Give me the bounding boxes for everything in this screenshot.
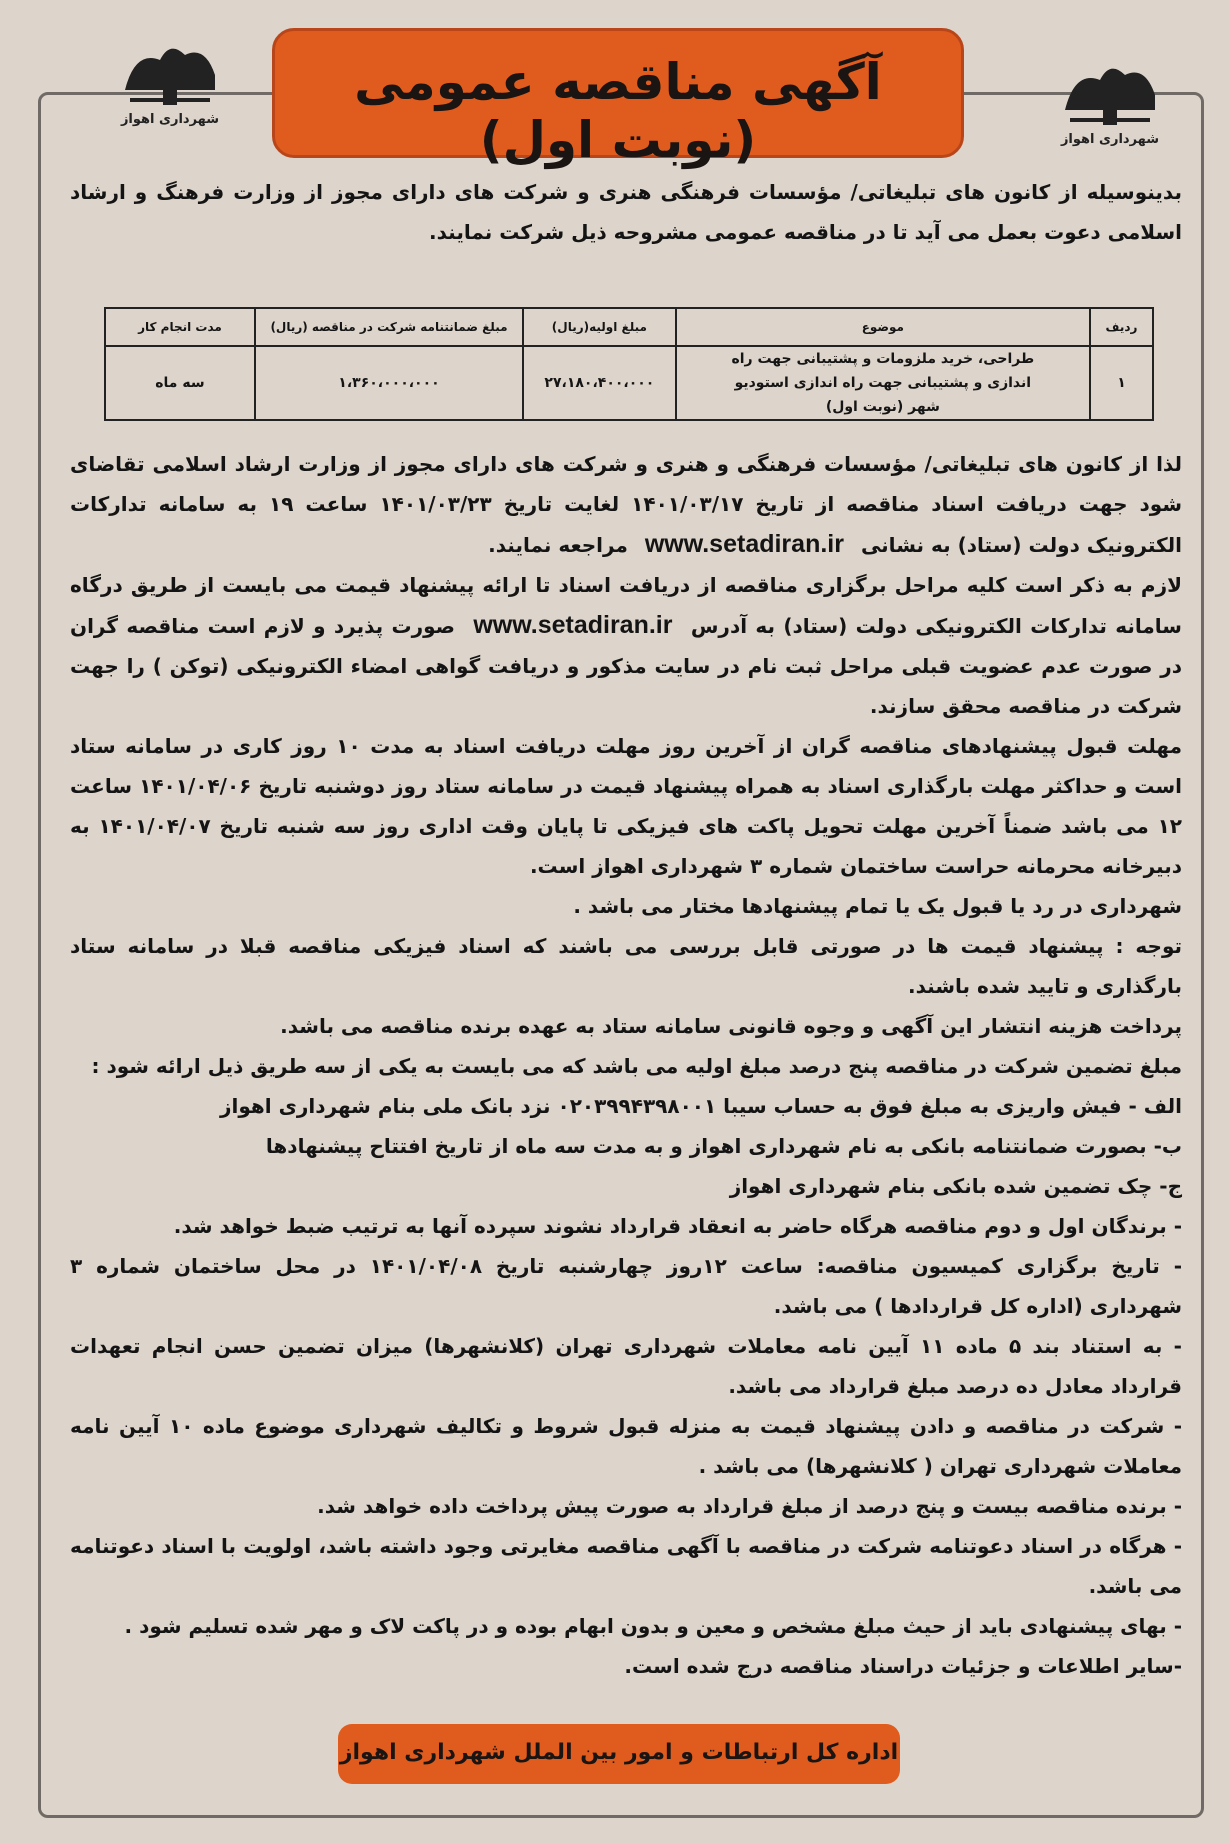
- col-header-guarantee-amount: مبلغ ضمانتنامه شرکت در مناقصه (ریال): [255, 308, 523, 346]
- cell-initial-amount: ۲۷،۱۸۰،۴۰۰،۰۰۰: [523, 346, 676, 420]
- body-paragraph-1-end: مراجعه نمایند.: [488, 533, 628, 557]
- municipality-emblem-icon: [1055, 50, 1165, 130]
- body-paragraph-18: -سایر اطلاعات و جزئیات دراسناد مناقصه درج شده است.: [624, 1654, 1182, 1678]
- cell-row-number: ۱: [1090, 346, 1153, 420]
- col-header-row-number: ردیف: [1090, 308, 1153, 346]
- body-paragraph-13: - به استناد بند ۵ ماده ۱۱ آیین نامه معاملات شهرداری تهران (کلانشهرها) میزان تضمین حسن انجام تعهدات قرارداد معادل ده درصد مبلغ قرارداد می باشد.: [70, 1334, 1182, 1398]
- logo-caption: شهرداری اهواز: [1060, 132, 1160, 147]
- notice-body: [70, 444, 1182, 1686]
- body-paragraph-2: [70, 565, 1182, 726]
- body-paragraph-2-end: صورت پذیرد و لازم است مناقصه گران در صورت عدم عضویت قبلی مراحل ثبت نام در سایت مذکور و دریافت گواهی امضاء الکترونیکی (توکن ) را جهت شرکت در مناقصه محقق سازند.: [70, 614, 1182, 718]
- body-paragraph-10: ج- چک تضمین شده بانکی بنام شهرداری اهواز: [729, 1174, 1182, 1198]
- body-paragraph-7: مبلغ تضمین شرکت در مناقصه پنج درصد مبلغ اولیه می باشد که می بایست به یکی از سه طریق ذیل ارائه شود :: [91, 1054, 1182, 1078]
- table-row: [105, 346, 1153, 420]
- ahvaz-municipality-logo-right: [1040, 50, 1180, 170]
- body-paragraph-5: توجه : پیشنهاد قیمت ها در صورتی قابل بررسی می باشند که اسناد فیزیکی مناقصه قبلا در سامانه ستاد بارگذاری و تایید شده باشند.: [70, 934, 1182, 998]
- body-paragraph-1: [70, 444, 1182, 565]
- body-paragraph-15: - برنده مناقصه بیست و پنج درصد از مبلغ قرارداد به صورت پیش پرداخت داده خواهد شد.: [317, 1494, 1182, 1518]
- body-paragraph-9: ب- بصورت ضمانتنامه بانکی به نام شهرداری اهواز و به مدت سه ماه از تاریخ افتتاح پیشنهادها: [265, 1134, 1182, 1158]
- cell-duration: سه ماه: [105, 346, 255, 420]
- body-paragraph-2-text: لازم به ذکر است کلیه مراحل برگزاری مناقصه از دریافت اسناد تا ارائه پیشنهاد قیمت می بایست از طریق درگاه سامانه تدارکات الکترونیکی دولت (ستاد) به آدرس: [70, 573, 1182, 638]
- notice-title: آگهی مناقصه عمومی (نوبت اول): [354, 53, 882, 169]
- body-paragraph-16: - هرگاه در اسناد دعوتنامه شرکت در مناقصه با آگهی مناقصه مغایرتی وجود داشته باشد، اولویت با اسناد دعوتنامه می باشد.: [70, 1534, 1182, 1598]
- body-paragraph-4: شهرداری در رد یا قبول یک یا تمام پیشنهادها مختار می باشد .: [573, 894, 1182, 918]
- intro-paragraph: بدینوسیله از کانون های تبلیغاتی/ مؤسسات فرهنگی هنری و شرکت های دارای مجوز از وزارت فرهنگ و ارشاد اسلامی دعوت بعمل می آید تا در مناقصه عمومی مشروحه ذیل شرکت نمایند.: [70, 180, 1182, 244]
- footer-banner: [338, 1724, 900, 1784]
- table-header-row: [105, 308, 1153, 346]
- municipality-emblem-icon: [115, 30, 225, 110]
- cell-guarantee-amount: ۱،۳۶۰،۰۰۰،۰۰۰: [255, 346, 523, 420]
- cell-subject: طراحی، خرید ملزومات و پشتیبانی جهت راه اندازی و پشتیبانی جهت راه اندازی استودیو شهر (نوبت اول): [676, 346, 1090, 420]
- title-banner: [272, 28, 964, 169]
- logo-caption: شهرداری اهواز: [120, 112, 220, 127]
- body-paragraph-11: - برندگان اول و دوم مناقصه هرگاه حاضر به انعقاد قرارداد نشوند سپرده آنها به ترتیب ضبط خواهد شد.: [173, 1214, 1182, 1238]
- col-header-subject: موضوع: [676, 308, 1090, 346]
- body-paragraph-1-text: لذا از کانون های تبلیغاتی/ مؤسسات فرهنگی و هنری و شرکت های دارای مجوز از وزارت ارشاد اسلامی تقاضای شود جهت دریافت اسناد مناقصه از تاریخ ۱۴۰۱/۰۳/۱۷ لغایت تاریخ ۱۴۰۱/۰۳/۲۳ ساعت ۱۹ به سامانه تدارکات الکترونیک دولت (ستاد) به نشانی: [70, 452, 1183, 557]
- footer-publisher: اداره کل ارتباطات و امور بین الملل شهرداری اهواز: [339, 1740, 899, 1765]
- body-paragraph-14: - شرکت در مناقصه و دادن پیشنهاد قیمت به منزله قبول شروط و تکالیف شهرداری موضوع ماده ۱۰ آیین نامه معاملات شهرداری تهران ( کلانشهرها) می باشد .: [70, 1414, 1183, 1478]
- body-paragraph-3: مهلت قبول پیشنهادهای مناقصه گران از آخرین روز مهلت دریافت اسناد به مدت ۱۰ روز کاری در سامانه ستاد است و حداکثر مهلت بارگذاری اسناد به همراه پیشنهاد قیمت در سامانه ستاد روز دوشنبه تاریخ ۱۴۰۱/۰۴/۰۶ ساعت ۱۲ می باشد ضمناً آخرین مهلت تحویل پاکت های فیزیکی تا پایان وقت اداری روز سه شنبه تاریخ ۱۴۰۱/۰۴/۰۷ به دبیرخانه محرمانه حراست ساختمان شماره ۳ شهرداری اهواز است.: [70, 734, 1182, 878]
- col-header-duration: مدت انجام کار: [105, 308, 255, 346]
- ahvaz-municipality-logo-left: [100, 30, 240, 150]
- col-header-initial-amount: مبلغ اولیه(ریال): [523, 308, 676, 346]
- body-paragraph-12: - تاریخ برگزاری کمیسیون مناقصه: ساعت ۱۲روز چهارشنبه تاریخ ۱۴۰۱/۰۴/۰۸ در محل ساختمان شماره ۳ شهرداری (اداره کل قراردادها ) می باشد.: [70, 1254, 1182, 1318]
- tender-table: [104, 307, 1154, 421]
- setadiran-link: www.setadiran.ir: [473, 611, 673, 639]
- body-paragraph-6: پرداخت هزینه انتشار این آگهی و وجوه قانونی سامانه ستاد به عهده برنده مناقصه می باشد.: [280, 1014, 1182, 1038]
- body-paragraph-8: الف - فیش واریزی به مبلغ فوق به حساب سیبا ۰۲۰۳۹۹۴۳۹۸۰۰۱ نزد بانک ملی بنام شهرداری اهواز: [219, 1094, 1182, 1118]
- setadiran-link: www.setadiran.ir: [644, 530, 844, 558]
- body-paragraph-17: - بهای پیشنهادی باید از حیث مبلغ مشخص و معین و بدون ابهام بوده و در پاکت لاک و مهر شده تسلیم شود .: [124, 1614, 1182, 1638]
